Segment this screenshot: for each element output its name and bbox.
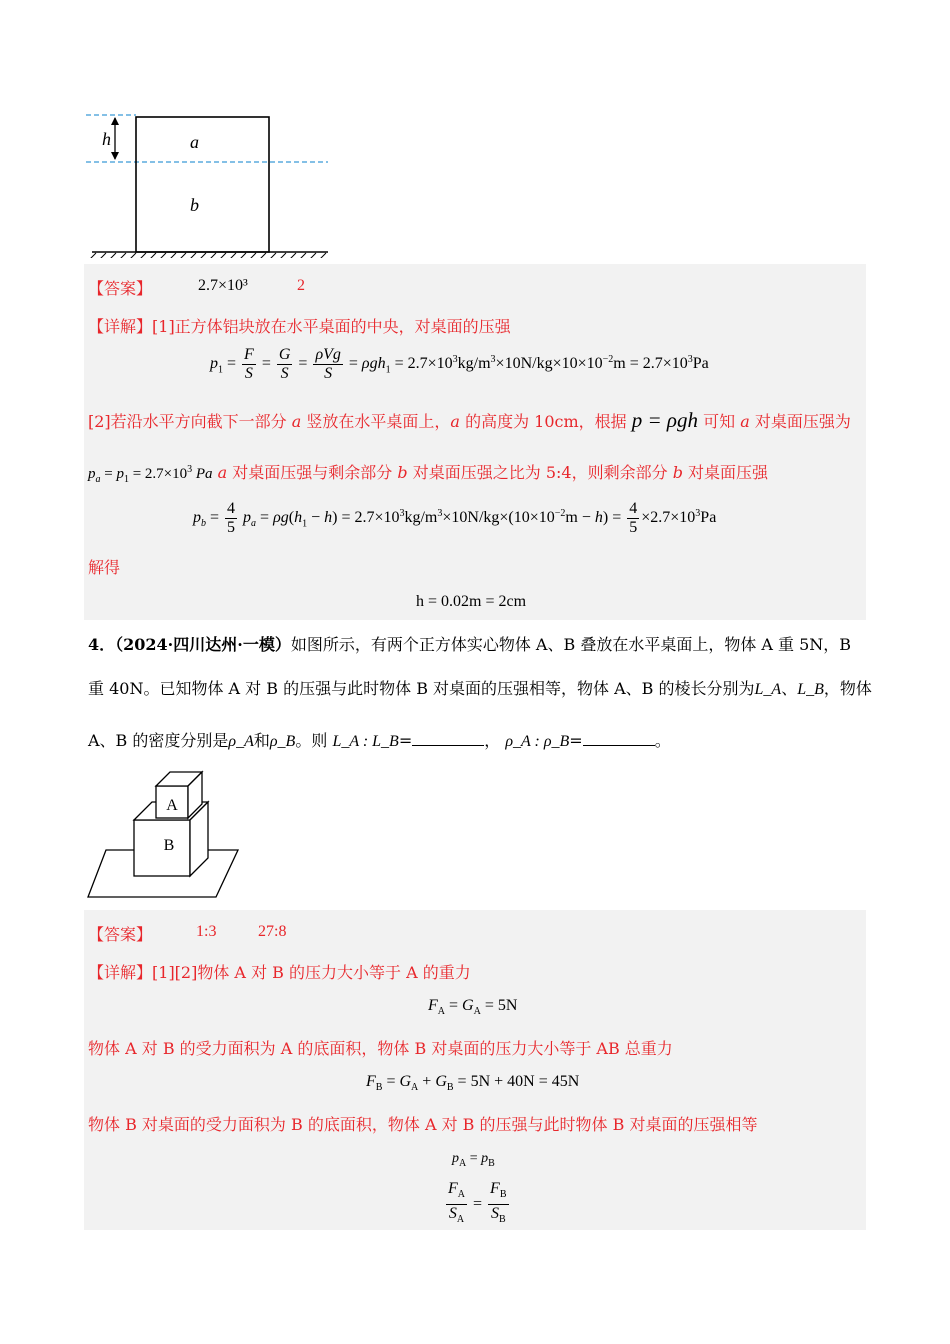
answer2-value-1: 1:3 (196, 923, 217, 940)
answer-value-2: 2 (297, 277, 305, 294)
detail2-line-1: 【详解】[1][2]物体 A 对 B 的压力大小等于 A 的重力 (88, 963, 471, 982)
figure-cubes-ab (86, 742, 246, 902)
cube-b-label: B (163, 837, 175, 854)
equation-p1: $p_1$ = $\frac{F}{S}$ = $\frac{G}{S}$ = $\frac{\text{ρVg}}{S}$ = $\rho gh_1 = 2.7\times 10^3kg/m^3\times 10N/kg\times 10\times 10^{-2}m = 2.7\times 10^3Pa$ (210, 346, 709, 382)
detail-line-1: 【详解】[1]正方体铝块放在水平桌面的中央，对桌面的压强 (88, 317, 511, 336)
answer-value-1: 2.7×10³ (198, 277, 248, 294)
equation-FA: $F_A = G_A = 5N$ (428, 997, 518, 1018)
detail2-line-2: 物体 A 对 B 的受力面积为 A 的底面积，物体 B 对桌面的压力大小等于 AB 总重力 (88, 1039, 673, 1058)
equation-pb: $p_b$ = $\frac{4}{5}$ $p_a = \rho g(h_1 - h) = 2.7\times 10^3kg/m^3\times 10N/kg\times(10\times 10^{-2}m - h)$ = $\frac{4}{5}$ $\times 2.7\times 10^3Pa$ (193, 500, 717, 536)
question-4-line-3: A、B 的密度分别是ρ_A和ρ_B。则 L_A : L_B= ， ρ_A : ρ_B= 。 (88, 731, 671, 750)
equation-FA-SA: $\frac{F_A}{S_A}$ = $\frac{F_B}{S_B}$ (448, 1180, 507, 1226)
label-h: h (102, 129, 111, 149)
figure-blocks-ab (86, 108, 336, 258)
detail-line-3: $p_a = p_1 = 2.7\times 10^3$ Pa a 对桌面压强与剩余部分 b 对桌面压强之比为 5:4，则剩余部分 b 对桌面压强 (88, 463, 769, 485)
question-4-line-1: 4．（2024·四川达州·一模）如图所示，有两个正方体实心物体 A、B 叠放在水平桌面上，物体 A 重 5N，B (88, 635, 852, 654)
equation-FB: $F_B = G_A + G_B = 5N + 40N = 45N$ (366, 1073, 580, 1094)
label-a: a (190, 132, 199, 152)
cube-a-label: A (166, 797, 178, 814)
equation-h: h = 0.02m = 2cm (416, 593, 527, 610)
answer2-value-2: 27:8 (258, 923, 287, 940)
detail2-line-3: 物体 B 对桌面的受力面积为 B 的底面积，物体 A 对 B 的压强与此时物体 B 对桌面的压强相等 (88, 1115, 758, 1134)
solve-label: 解得 (88, 558, 121, 577)
answer-tag-2: 【答案】 (88, 925, 153, 944)
question-4-line-2: 重 40N。已知物体 A 对 B 的压强与此时物体 B 对桌面的压强相等，物体 A、B 的棱长分别为L_A、L_B，物体 (88, 679, 872, 698)
answer-tag-1: 【答案】 (88, 279, 153, 298)
detail-line-2: [2]若沿水平方向截下一部分 a 竖放在水平桌面上，a 的高度为 10cm，根据 p = ρgh 可知 a 对桌面压强为 (88, 408, 851, 432)
label-b: b (190, 195, 199, 215)
equation-pA-pB: $p_A = p_B$ (452, 1151, 495, 1169)
